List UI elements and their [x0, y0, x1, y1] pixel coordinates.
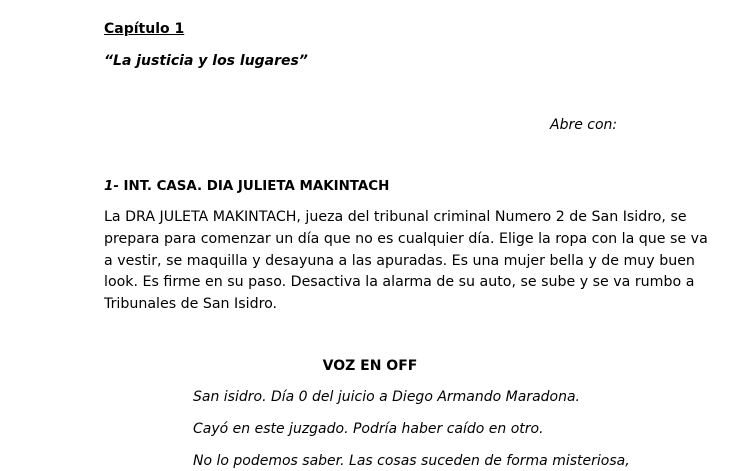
- dialogue-line: No lo podemos saber. Las cosas suceden de forma misteriosa,: [193, 453, 630, 469]
- chapter-subtitle: “La justicia y los lugares”: [104, 53, 308, 69]
- scene-number: 1-: [104, 179, 119, 194]
- character-name: VOZ EN OFF: [322, 358, 418, 374]
- scene-heading: [104, 178, 389, 196]
- action-line: prepara para comenzar un día que no es cualquier día. Elige la ropa con la que se va: [104, 230, 708, 247]
- opening-note: Abre con:: [550, 117, 618, 133]
- dialogue-line: San isidro. Día 0 del juicio a Diego Armando Maradona.: [193, 389, 581, 405]
- dialogue-line: Cayó en este juzgado. Podría haber caído en otro.: [193, 421, 544, 437]
- action-line: La DRA JULETA MAKINTACH, jueza del tribunal criminal Numero 2 de San Isidro, se: [104, 209, 687, 225]
- action-line: a vestir, se maquilla y desayuna a las apuradas. Es una mujer bella y de muy buen: [104, 252, 695, 269]
- chapter-title: Capítulo 1: [104, 21, 185, 37]
- action-line: Tribunales de San Isidro.: [104, 296, 278, 313]
- scene-heading-text: INT. CASA. DIA JULIETA MAKINTACH: [118, 179, 390, 194]
- scene-action: [104, 207, 708, 316]
- action-line: look. Es firme en su paso. Desactiva la alarma de su auto, se sube y se va rumbo a: [104, 274, 695, 291]
